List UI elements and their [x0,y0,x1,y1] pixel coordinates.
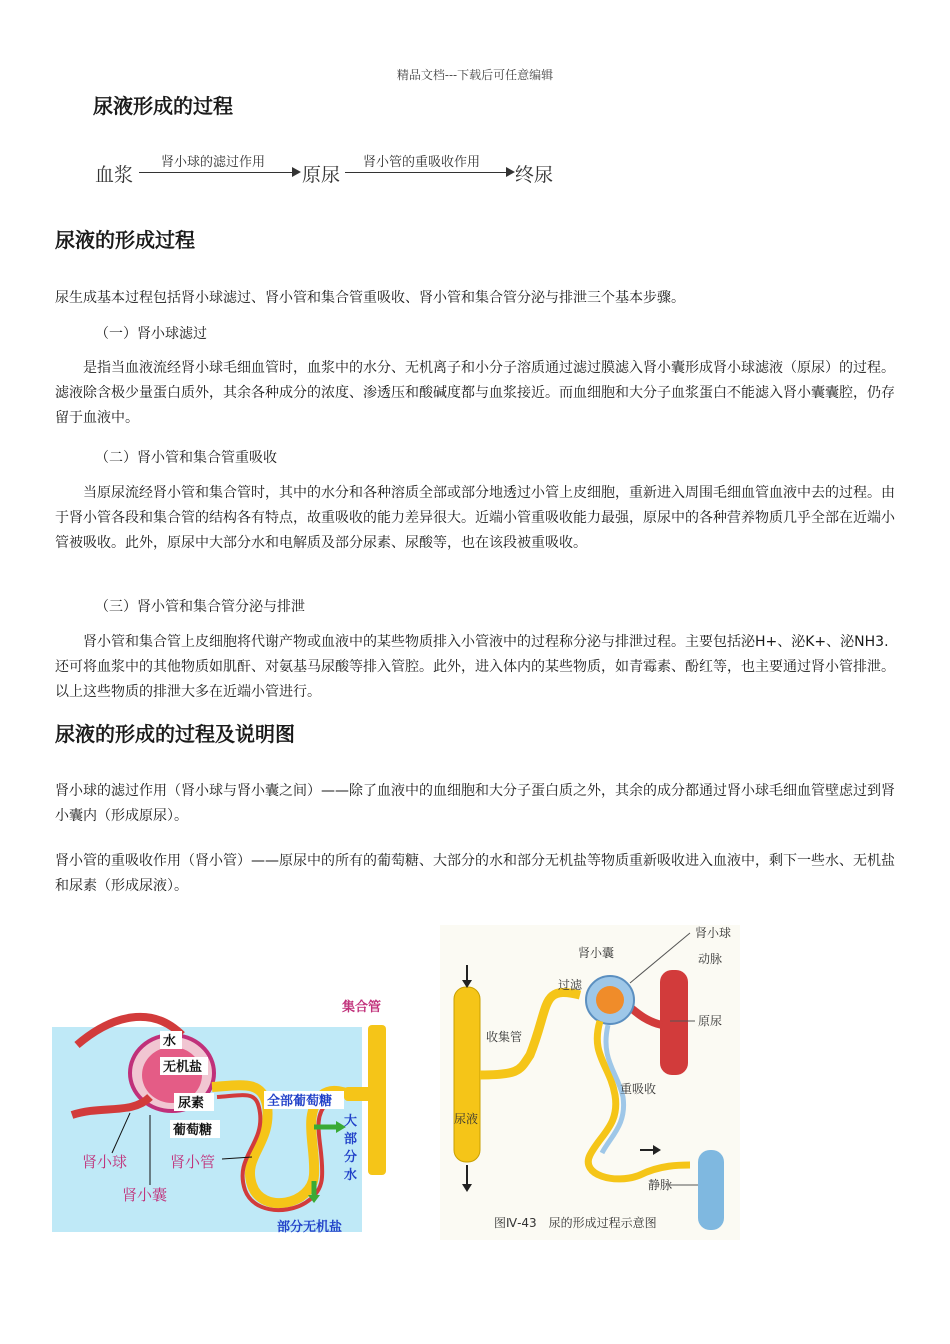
nephron-diagram-right [440,925,740,1240]
label-primary-urine: 原尿 [698,1014,723,1028]
label-vein: 静脉 [648,1178,673,1192]
section1-heading: 尿液的形成过程 [55,228,195,252]
label-glucose: 葡萄糖 [173,1123,213,1138]
flow-arrow1-label: 肾小球的滤过作用 [161,155,266,170]
nephron-diagram-left-svg [52,995,402,1240]
label-collecting-tube: 收集管 [486,1030,523,1044]
label-artery: 动脉 [698,952,723,966]
label-glomerulus: 肾小球 [82,1153,128,1171]
paragraph-secretion: 肾小管和集合管上皮细胞将代谢产物或血液中的某些物质排入小管液中的过程称分泌与排泄过程。主要包括泌H+、泌K+、泌NH3.还可将血浆中的其他物质如肌酐、对氨基马尿酸等排入管腔。此外，进入体内的某些物质，如青霉素、酚红等，也主要通过肾小管排泄。以上这些物质的排泄大多在近端小管进行。 [55,634,895,700]
flow-arrow2-label: 肾小管的重吸收作用 [363,155,481,170]
label-glomerulus-right: 肾小球 [695,926,732,940]
sub-heading-1: （一）肾小球滤过 [95,326,207,342]
section2-paragraph-1: 肾小球的滤过作用（肾小球与肾小囊之间）——除了血液中的血细胞和大分子蛋白质之外，其余的成分都通过肾小球毛细血管壁虑过到肾小囊内（形成原尿）。 [55,783,895,824]
label-all-glucose: 全部葡萄糖 [267,1094,333,1109]
artery-shape [660,970,688,1075]
sub-heading-3: （三）肾小管和集合管分泌与排泄 [95,599,305,615]
urine-formation-flow [95,150,575,190]
figure-caption: 图Ⅳ-43 尿的形成过程示意图 [494,1216,657,1230]
paragraph-reabsorption: 当原尿流经肾小管和集合管时，其中的水分和各种溶质全部或部分地透过小管上皮细胞，重新进入周围毛细血管血液中去的过程。由于肾小管各段和集合管的结构各有特点，故重吸收的能力差异很大。近端小管重吸收能力最强，原尿中的各种营养物质几乎全部在近端小管被吸收。此外，原尿中大部分水和电解质及部分尿素、尿酸等，也在该段被重吸收。 [55,485,895,551]
flow-arrow2 [345,172,513,173]
label-capsule: 肾小囊 [122,1186,168,1204]
label-reabsorption: 重吸收 [620,1082,657,1096]
label-most-water-char-3: 分 [344,1150,358,1165]
paragraph-filtration: 是指当血液流经肾小球毛细血管时，血浆中的水分、无机离子和小分子溶质通过滤过膜滤入肾小囊形成肾小球滤液（原尿）的过程。滤液除含极少量蛋白质外，其余各种成分的浓度、渗透压和酸碱度都与血浆接近。而血细胞和大分子血浆蛋白不能滤入肾小囊囊腔，仍存留于血液中。 [55,360,895,426]
vein-shape [698,1150,724,1230]
label-tubule: 肾小管 [170,1153,216,1171]
label-collecting-duct: 集合管 [342,1000,382,1015]
label-urea: 尿素 [178,1096,205,1111]
section2-heading: 尿液的形成的过程及说明图 [55,722,295,746]
flow-primary-urine: 原尿 [302,164,341,186]
label-filtration: 过滤 [558,978,583,992]
label-urine: 尿液 [454,1112,479,1126]
label-most-water-char-2: 部 [344,1132,358,1147]
section2-paragraph-2: 肾小管的重吸收作用（肾小管）——原尿中的所有的葡萄糖、大部分的水和部分无机盐等物质重新吸收进入血液中，剩下一些水、无机盐和尿素（形成尿液）。 [55,853,895,894]
nephron-diagram-left [52,995,402,1240]
flow-final-urine: 终尿 [515,164,554,186]
label-most-water-char-4: 水 [344,1168,358,1183]
header-note: 精品文档---下载后可任意编辑 [396,68,554,82]
flow-arrow1 [139,172,299,173]
sub-heading-2: （二）肾小管和集合管重吸收 [95,450,277,466]
flow-plasma: 血浆 [95,164,134,186]
label-capsule-right: 肾小囊 [578,946,615,960]
label-salt: 无机盐 [163,1060,203,1075]
label-most-water-char-1: 大 [344,1114,358,1129]
label-some-salt: 部分无机盐 [277,1220,343,1235]
section1-intro: 尿生成基本过程包括肾小球滤过、肾小管和集合管重吸收、肾小管和集合管分泌与排泄三个基本步骤。 [55,290,685,306]
main-title: 尿液形成的过程 [93,94,233,118]
nephron-diagram-right-svg [440,925,740,1240]
figure-background [440,925,740,1240]
collecting-tube-shape [454,987,480,1162]
glomerulus-right-shape [596,986,624,1014]
label-water: 水 [163,1034,177,1049]
